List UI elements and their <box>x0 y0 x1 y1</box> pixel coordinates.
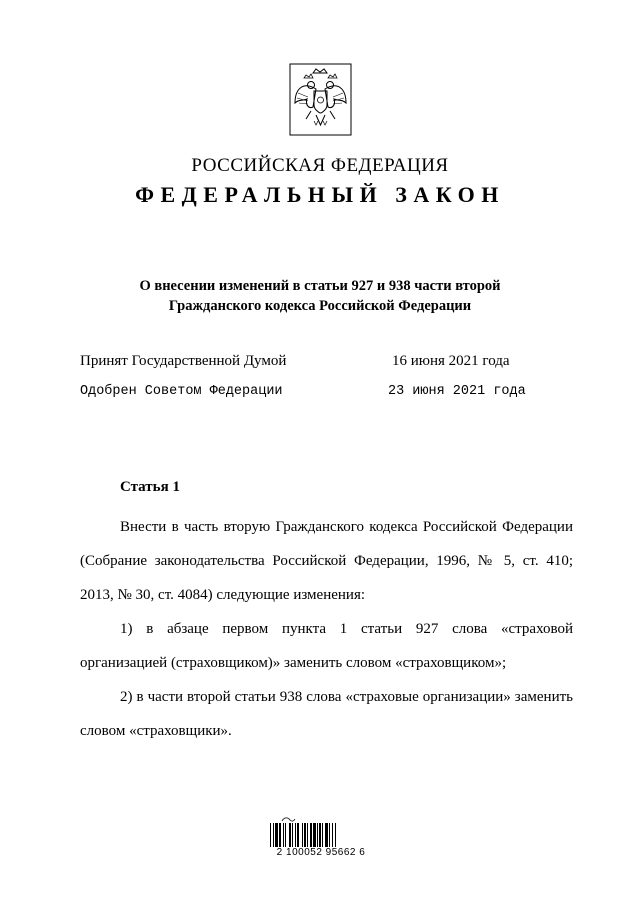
coat-of-arms-icon <box>289 63 352 136</box>
article-paragraph-3: 2) в части второй статьи 938 слова «страховые организации» заменить словом «страховщики». <box>80 689 573 739</box>
barcode-number: 2 100052 95662 6 <box>276 847 366 858</box>
article-heading: Статья 1 <box>120 479 180 495</box>
document-type: ФЕДЕРАЛЬНЫЙ ЗАКОН <box>135 182 505 207</box>
approved-label: Одобрен Советом Федерации <box>80 384 283 399</box>
barcode-icon <box>268 815 374 847</box>
law-title <box>0 276 640 316</box>
article-paragraph-2: 1) в абзаце первом пункта 1 статьи 927 слова «страховой организацией (страховщиком)» заменить словом «страховщиком»; <box>80 621 573 671</box>
law-title-line-2: Гражданского кодекса Российской Федерации <box>168 298 472 314</box>
approved-date: 23 июня 2021 года <box>388 384 526 399</box>
country-name: РОССИЙСКАЯ ФЕДЕРАЦИЯ <box>191 155 449 176</box>
adopted-label: Принят Государственной Думой <box>80 353 287 369</box>
adopted-date: 16 июня 2021 года <box>392 353 510 369</box>
article-paragraph-1: Внести в часть вторую Гражданского кодекса Российской Федерации (Собрание законодательства Российской Федерации, 1996, № 5, ст. 410; 2013, № 30, ст. 4084) следующие изменения: <box>80 519 573 603</box>
law-title-line-1: О внесении изменений в статьи 927 и 938 части второй <box>139 278 501 294</box>
